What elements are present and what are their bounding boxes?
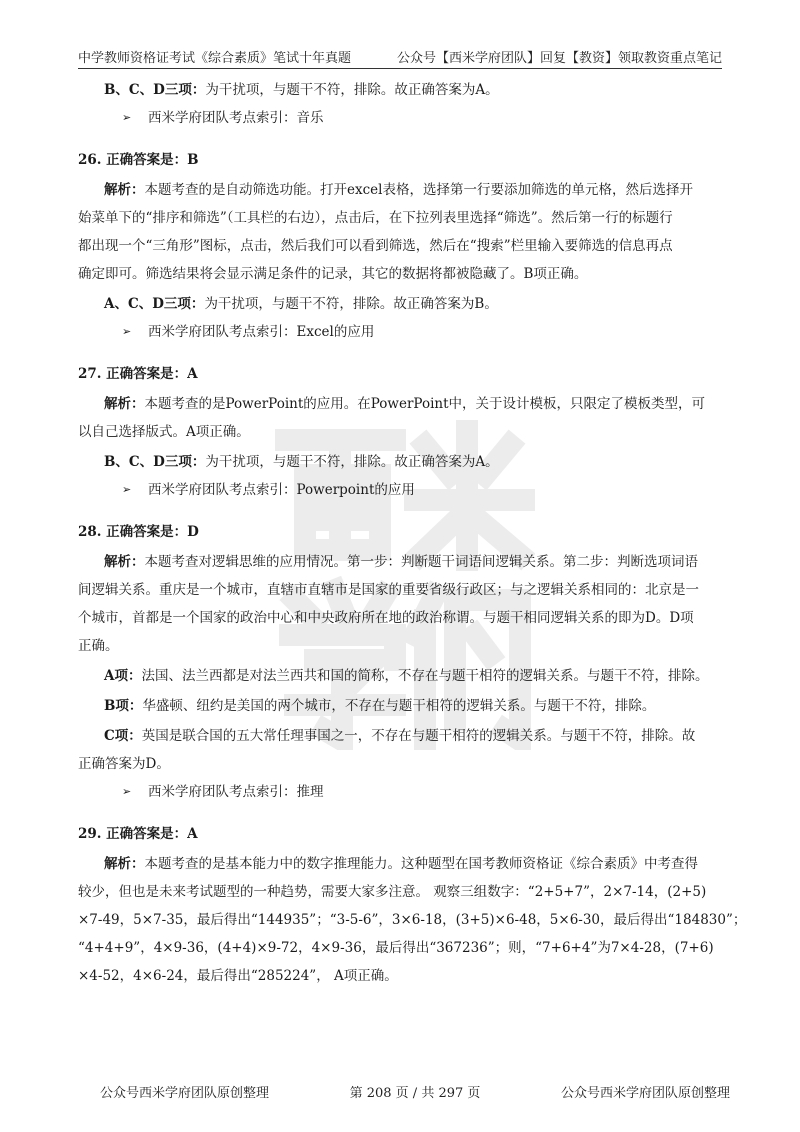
q27-index: ➢ 西米学府团队考点索引：Powerpoint的应用 <box>104 476 718 504</box>
q26-answer-heading: 26. 正确答案是：B <box>78 152 199 168</box>
q29-analysis: 解析：本题考查的是基本能力中的数字推理能力。这种题型在国考教师资格证《综合素质》中考查得 较少，但也是未来考试题型的一种趋势，需要大家多注意。 观察三组数字：“2+5+7”，2×7-14，(2+5) ×7-49，5×7-35，最后得出“144935”；“3-5-6”，3×6-18，(3+5)×6-48，5×6-30，最后得出“184830”； “4+4+9”，4×9-36，(4+4)×9-72，4×9-36，最后得出“367236”；则，“7+6+4”为7×4-28，(7+6) ×4-52，4×6-24，最后得出“285224”， A项正确。 <box>78 856 747 984</box>
header-right-title: 公众号【西米学府团队】回复【教资】领取教资重点笔记 <box>396 51 722 66</box>
arrow-bullet-icon: ➢ <box>122 483 132 496</box>
q25-index: ➢ 西米学府团队考点索引：音乐 <box>104 104 718 132</box>
footer-left: 公众号西米学府团队原创整理 <box>100 1086 270 1101</box>
footer-right: 公众号西米学府团队原创整理 <box>560 1086 730 1101</box>
q26-analysis: 解析：本题考查的是自动筛选功能。打开excel表格，选择第一行要添加筛选的单元格，然后选择开 始菜单下的“排序和筛选”（工具栏的右边），点击后，在下拉列表里选择“筛选”。然后第一行的标题行 都出现一个“三角形”图标，点击，然后我们可以看到筛选，然后在“搜索”栏里输入要筛选的信息再点 确定即可。筛选结果将会显示满足条件的记录，其它的数据将都被隐藏了。B项正确。 <box>78 182 693 282</box>
q25-bcd-explanation: B、C、D三项：为干扰项，与题干不符，排除。故正确答案为A。 <box>104 82 499 98</box>
q27-bcd-explanation: B、C、D三项：为干扰项，与题干不符，排除。故正确答案为A。 <box>104 454 499 470</box>
header-divider <box>78 68 722 69</box>
page-footer <box>100 1082 730 1101</box>
page-content <box>78 76 747 990</box>
q28-answer-heading: 28. 正确答案是：D <box>78 524 199 540</box>
q29-answer-heading: 29. 正确答案是：A <box>78 826 198 842</box>
header-left-title: 中学教师资格证考试《综合素质》笔试十年真题 <box>78 51 352 66</box>
arrow-bullet-icon: ➢ <box>122 111 132 124</box>
page-number: 第 208 页 / 共 297 页 <box>349 1086 481 1101</box>
page-header <box>78 40 722 66</box>
q27-answer-heading: 27. 正确答案是：A <box>78 366 198 382</box>
q26-index: ➢ 西米学府团队考点索引：Excel的应用 <box>104 318 718 346</box>
q28-analysis: 解析：本题考查对逻辑思维的应用情况。第一步：判断题干词语间逻辑关系。第二步：判断选项词语 间逻辑关系。重庆是一个城市，直辖市直辖市是国家的重要省级行政区；与之逻辑关系相同的：北京是一 个城市，首都是一个国家的政治中心和中央政府所在地的政治称谓。与题干相同逻辑关系的即为D。D项 正确。 <box>78 554 699 654</box>
arrow-bullet-icon: ➢ <box>122 785 132 798</box>
arrow-bullet-icon: ➢ <box>122 325 132 338</box>
q26-acd-explanation: A、C、D三项：为干扰项，与题干不符，排除。故正确答案为B。 <box>104 296 498 312</box>
q27-analysis: 解析：本题考查的是PowerPoint的应用。在PowerPoint中，关于设计模板，只限定了模板类型，可 以自己选择版式。A项正确。 <box>78 396 706 440</box>
q28-option-b: B项：华盛顿、纽约是美国的两个城市，不存在与题干相符的逻辑关系。与题干不符，排除。 <box>104 698 656 714</box>
q28-option-a: A项：法国、法兰西都是对法兰西共和国的简称，不存在与题干相符的逻辑关系。与题干不符，排除。 <box>104 668 709 684</box>
q28-option-c: C项：英国是联合国的五大常任理事国之一，不存在与题干相符的逻辑关系。与题干不符，排除。故 正确答案为D。 <box>78 728 696 772</box>
q28-index: ➢ 西米学府团队考点索引：推理 <box>104 778 718 806</box>
